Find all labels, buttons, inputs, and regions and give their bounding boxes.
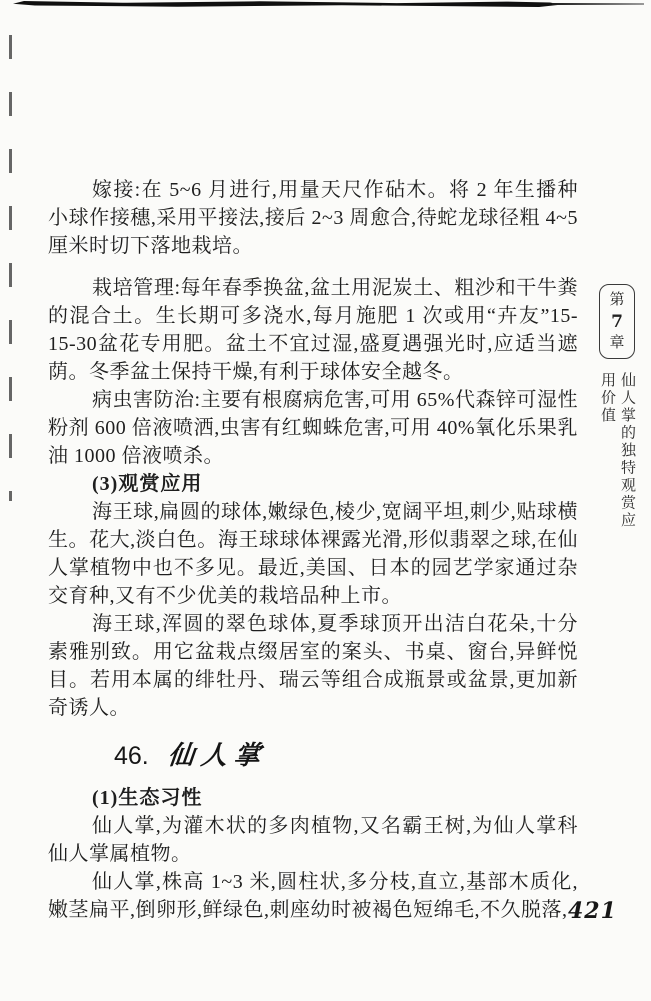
paragraph-cactus-intro: 仙人掌,为灌木状的多肉植物,又名霸王树,为仙人掌科仙人掌属植物。 <box>48 815 578 865</box>
paragraph-sea-king-ball-2: 海王球,浑圆的翠色球体,夏季球顶开出洁白花朵,十分素雅别致。用它盆栽点缀居室的案头、书桌、窗台,异鲜悦目。若用本属的绯牡丹、瑞云等组合成瓶景或盆景,更加新奇诱人。 <box>48 613 578 719</box>
binding-perforation-marks <box>9 35 12 501</box>
chapter-title-vertical: 仙人掌的独特观赏应用价值 <box>599 372 635 530</box>
paragraph-cactus-morphology: 仙人掌,株高 1~3 米,圆柱状,多分枝,直立,基部木质化,嫩茎扁平,倒卵形,鲜绿色,刺座幼时被褐色短绵毛,不久脱落, <box>48 871 578 921</box>
scan-artifact-top-edge <box>13 1 561 7</box>
paragraph-sea-king-ball-1: 海王球,扁圆的球体,嫩绿色,棱少,宽阔平坦,刺少,贴球横生。花大,淡白色。海王球球体裸露光滑,形似翡翠之球,在仙人掌植物中也不多见。最近,美国、日本的园艺学家通过杂交育种,又有不少优美的栽培品种上市。 <box>48 501 578 607</box>
paragraph-cultivation: 栽培管理:每年春季换盆,盆土用泥炭土、粗沙和干牛粪的混合土。生长期可多浇水,每月施肥 1 次或用“卉友”15-15-30盆花专用肥。盆土不宜过湿,盛夏遇强光时,应适当遮荫。冬季盆土保持干燥,有利于球体安全越冬。 <box>48 277 578 383</box>
paragraph-pest-control: 病虫害防治:主要有根腐病危害,可用 65%代森锌可湿性粉剂 600 倍液喷洒,虫害有红蜘蛛危害,可用 40%氧化乐果乳油 1000 倍液喷杀。 <box>48 389 578 467</box>
section-heading <box>48 736 578 776</box>
paragraph-grafting: 嫁接:在 5~6 月进行,用量天尺作砧木。将 2 年生播种小球作接穗,采用平接法,接后 2~3 周愈合,待蛇龙球径粗 4~5 厘米时切下落地栽培。 <box>48 179 578 257</box>
section-number: 46. <box>114 742 149 770</box>
section-title: 仙人掌 <box>166 741 269 771</box>
scan-artifact-top-line <box>552 3 644 5</box>
heading-ornamental-use: (3)观赏应用 <box>92 473 203 495</box>
heading-ecological-habits: (1)生态习性 <box>92 787 203 809</box>
chapter-badge-number: 7 <box>611 312 623 332</box>
chapter-sidebar <box>596 284 638 542</box>
page-number: 421 <box>568 898 617 924</box>
chapter-badge-char-2: 章 <box>609 335 625 351</box>
chapter-badge-char-1: 第 <box>609 292 625 308</box>
chapter-badge <box>599 284 635 359</box>
page-body-text <box>48 176 578 924</box>
